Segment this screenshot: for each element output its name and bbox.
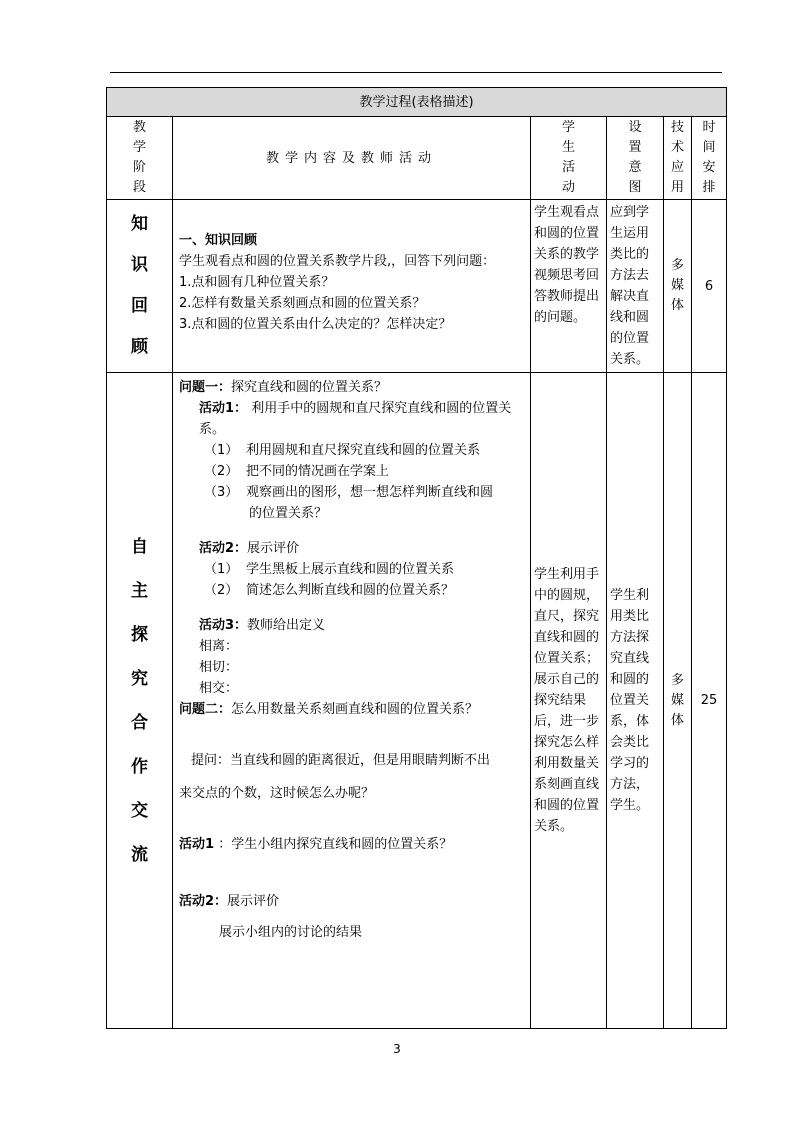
teacher-question-line2: 来交点的个数，这时候怎么办呢？	[179, 786, 375, 801]
table-row	[107, 200, 727, 373]
stage-review: 知 识 回 顾	[107, 200, 173, 373]
lesson-table	[106, 87, 726, 1029]
definition-item: 相离：	[199, 639, 239, 654]
question-3: 3.点和圆的位置关系由什么决定的？怎样决定？	[179, 317, 452, 332]
page-number: 3	[393, 1042, 401, 1056]
question-2: 2.怎样有数量关系刻画点和圆的位置关系？	[179, 296, 426, 311]
design-intent-review: 应到学生运用类比的方法去解决直线和圆的位置关系。	[607, 200, 664, 373]
header-content: 教学内容及教师活动	[173, 117, 531, 200]
definition-item: 相交：	[199, 681, 239, 696]
question-1: 1.点和圆有几种位置关系？	[179, 275, 335, 290]
problem-1: 问题一：探究直线和圆的位置关系？	[179, 380, 388, 395]
activity-1: 活动1： 利用手中的圆规和直尺探究直线和圆的位置关系。	[199, 401, 512, 437]
definition-item: 相切：	[199, 660, 239, 675]
header-rule	[110, 72, 722, 73]
section-heading: 一、知识回顾	[179, 233, 258, 248]
activity-2: 活动2：展示评价	[199, 541, 300, 556]
time-review: 6	[692, 200, 727, 373]
student-activity-explore: 学生利用手中的圆规，直尺，探究直线和圆的位置关系；展示自己的探究结果后，进一步探究怎么样利用数量关系刻画直线和圆的位置关系。	[531, 373, 607, 1029]
intro-text: 学生观看点和圆的位置关系教学片段,，回答下列问题：	[179, 254, 496, 269]
student-activity-review: 学生观看点和圆的位置关系的教学视频思考回答教师提出的问题。	[531, 200, 607, 373]
activity-2-item: （2） 简述怎么判断直线和圆的位置关系？	[204, 583, 455, 598]
table-title: 教学过程(表格描述)	[107, 88, 727, 117]
group-activity-2: 活动2：展示评价	[179, 894, 280, 909]
activity-1-item-cont: 的位置关系？	[249, 506, 328, 521]
header-time: 时 间 安 排	[692, 117, 727, 200]
content-review	[173, 200, 531, 373]
group-activity-2-detail: 展示小组内的讨论的结果	[219, 925, 363, 940]
content-explore	[173, 373, 531, 1029]
teacher-question-line1: 提问：当直线和圆的距离很近，但是用眼睛判断不出	[191, 753, 491, 768]
design-intent-explore: 学生利用类比方法探究直线和圆的位置关系，体会类比学习的方法，学生。	[607, 373, 664, 1029]
header-student: 学 生 活 动	[531, 117, 607, 200]
activity-1-item: （1） 利用圆规和直尺探究直线和圆的位置关系	[204, 443, 481, 458]
tech-explore: 多 媒 体	[664, 373, 692, 1029]
header-stage: 教 学 阶 段	[107, 117, 173, 200]
activity-3: 活动3：教师给出定义	[199, 618, 326, 633]
activity-1-item: （3） 观察画出的图形，想一想怎样判断直线和圆	[204, 485, 494, 500]
stage-explore: 自 主 探 究 合 作 交 流	[107, 373, 173, 1029]
group-activity-1: 活动1 ：学生小组内探究直线和圆的位置关系？	[179, 837, 453, 852]
header-tech: 技 术 应 用	[664, 117, 692, 200]
tech-review: 多 媒 体	[664, 200, 692, 373]
activity-2-item: （1） 学生黑板上展示直线和圆的位置关系	[204, 562, 455, 577]
problem-2: 问题二：怎么用数量关系刻画直线和圆的位置关系？	[179, 702, 479, 717]
time-explore: 25	[692, 373, 727, 1029]
activity-1-item: （2） 把不同的情况画在学案上	[204, 464, 390, 479]
header-design: 设 置 意 图	[607, 117, 664, 200]
table-row	[107, 373, 727, 1029]
